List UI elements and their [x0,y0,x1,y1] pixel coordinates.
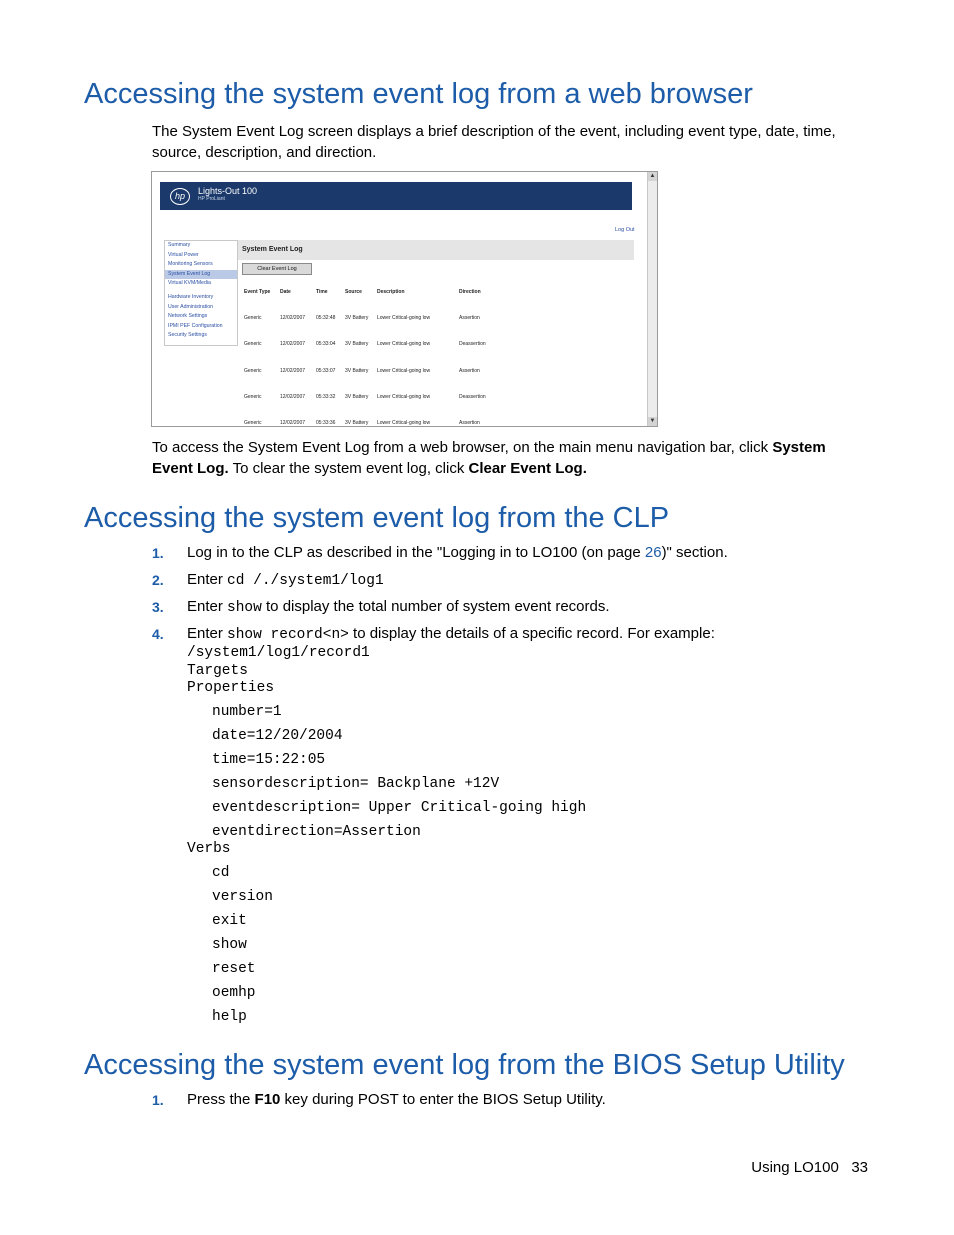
column-header: Description [377,289,405,295]
nav-item[interactable]: Virtual Power [168,251,199,258]
clear-event-log-button[interactable]: Clear Event Log [242,263,312,275]
table-cell: Assertion [459,368,480,374]
step-text: Enter [187,571,228,588]
table-cell: 3V Battery [345,368,369,374]
table-cell: 12/02/2007 [280,394,306,400]
section-title-bios: Accessing the system event log from the BIOS Setup Utility [84,1049,845,1081]
clear-button-label: Clear Event Log. [468,460,587,477]
example-property: time=15:22:05 [212,752,326,768]
table-cell: Generic [244,315,262,321]
step-text: Enter [187,598,228,615]
web-interface-screenshot [151,171,658,427]
step-4 [187,624,715,645]
page-link[interactable]: 26 [644,544,662,561]
hp-logo: hp [170,188,190,205]
page-number: 33 [851,1159,868,1176]
table-cell: Generic [244,368,262,374]
nav-item[interactable]: System Event Log [165,270,237,280]
example-verb: help [212,1009,247,1025]
intro-paragraph: The System Event Log screen displays a brief description of the event, including event type, date, time, source, description, and direction. [152,123,836,161]
step-number: 3. [152,599,164,615]
nav-item[interactable]: Virtual KVM/Media [168,280,211,287]
column-header: Direction [459,289,481,295]
access-menu-item: System Event Log. [152,439,826,477]
table-cell: 05:33:36 [316,420,336,426]
example-property: sensordescription= Backplane +12V [212,776,500,792]
step-command: cd /./system1/log1 [227,573,384,589]
clear-text: To clear the system event log, click [228,460,469,477]
step-text: Enter [187,625,228,642]
example-property: number=1 [212,704,282,720]
step-number: 1. [152,545,164,561]
step-number: 2. [152,572,164,588]
nav-item[interactable]: Monitoring Sensors [168,261,213,268]
step-text: Log in to the CLP as described in the "Logging in to LO100 (on page [187,544,645,561]
scrollbar[interactable] [647,172,657,426]
logout-link[interactable]: Log Out [615,227,635,233]
nav-item[interactable]: Summary [168,242,191,248]
example-property: date=12/20/2004 [212,728,343,744]
table-cell: Lower Critical-going low [377,394,431,400]
step-text: key during POST to enter the BIOS Setup Utility. [280,1091,606,1108]
table-cell: 3V Battery [345,315,369,321]
table-cell: Lower Critical-going low [377,368,431,374]
example-verb: exit [212,913,247,929]
table-cell: Lower Critical-going low [377,341,431,347]
example-property: eventdirection=Assertion [212,824,421,840]
table-cell: 05:33:04 [316,341,336,347]
example-verbs: Verbs [187,841,231,857]
scroll-down-icon[interactable]: ▼ [649,418,656,424]
step-1 [187,543,728,563]
column-header: Date [280,289,291,295]
section-title-clp: Accessing the system event log from the CLP [84,502,670,534]
example-verb: version [212,889,273,905]
table-cell: Generic [244,341,262,347]
example-properties: Properties [187,680,275,696]
table-cell: Deassertion [459,341,486,347]
step-number: 4. [152,626,164,642]
table-cell: Assertion [459,315,480,321]
table-cell: Generic [244,420,262,426]
key-name: F10 [254,1091,281,1108]
footer-label: Using LO100 [751,1159,839,1176]
access-paragraph [152,437,852,479]
column-header: Time [316,289,328,295]
example-verb: oemhp [212,985,256,1001]
table-cell: 12/02/2007 [280,368,306,374]
step-text: )" section. [661,544,728,561]
step-command: show [227,600,262,616]
step-text: Press the [187,1091,255,1108]
table-cell: 05:32:48 [316,315,336,321]
page-title: System Event Log [242,246,303,253]
table-cell: 05:33:32 [316,394,336,400]
step-3 [187,597,610,618]
table-cell: Deassertion [459,394,486,400]
example-property: eventdescription= Upper Critical-going high [212,800,587,816]
table-cell: 12/02/2007 [280,420,306,426]
step-text: to display the details of a specific record. For example: [348,625,715,642]
table-cell: Assertion [459,420,480,426]
step-command: show record<n> [227,627,349,643]
nav-item[interactable]: Security Settings [168,332,207,339]
table-cell: 05:33:07 [316,368,336,374]
column-header: Source [345,289,362,295]
step-text: to display the total number of system event records. [261,598,610,615]
table-cell: Lower Critical-going low [377,420,431,426]
table-cell: 3V Battery [345,420,369,426]
nav-item[interactable]: IPMI PEF Configuration [168,322,223,329]
example-verb: cd [212,865,230,881]
example-targets: Targets [187,663,248,679]
step-number: 1. [152,1092,164,1108]
example-verb: show [212,937,247,953]
table-cell: 3V Battery [345,394,369,400]
table-cell: Generic [244,394,262,400]
table-cell: 12/02/2007 [280,315,306,321]
access-text: To access the System Event Log from a web browser, on the main menu navigation bar, click [152,439,773,456]
section-title-web-browser: Accessing the system event log from a web browser [84,78,753,110]
header-banner [160,182,632,210]
navigation-menu [164,240,238,346]
product-subtitle: HP ProLiant [198,196,225,202]
scroll-up-icon[interactable]: ▲ [649,173,656,179]
table-cell: 12/02/2007 [280,341,306,347]
step-2 [187,570,384,591]
nav-item[interactable]: Hardware Inventory [168,293,214,300]
page-footer [751,1158,868,1178]
table-cell: 3V Battery [345,341,369,347]
example-verb: reset [212,961,256,977]
page-title-bar [238,240,634,260]
nav-item[interactable]: User Administration [168,303,213,310]
nav-item[interactable]: Network Settings [168,313,208,320]
example-path: /system1/log1/record1 [187,645,370,661]
table-cell: Lower Critical-going low [377,315,431,321]
product-name: Lights-Out 100 [198,186,258,196]
bios-step-1 [187,1090,606,1110]
column-header: Event Type [244,289,271,295]
